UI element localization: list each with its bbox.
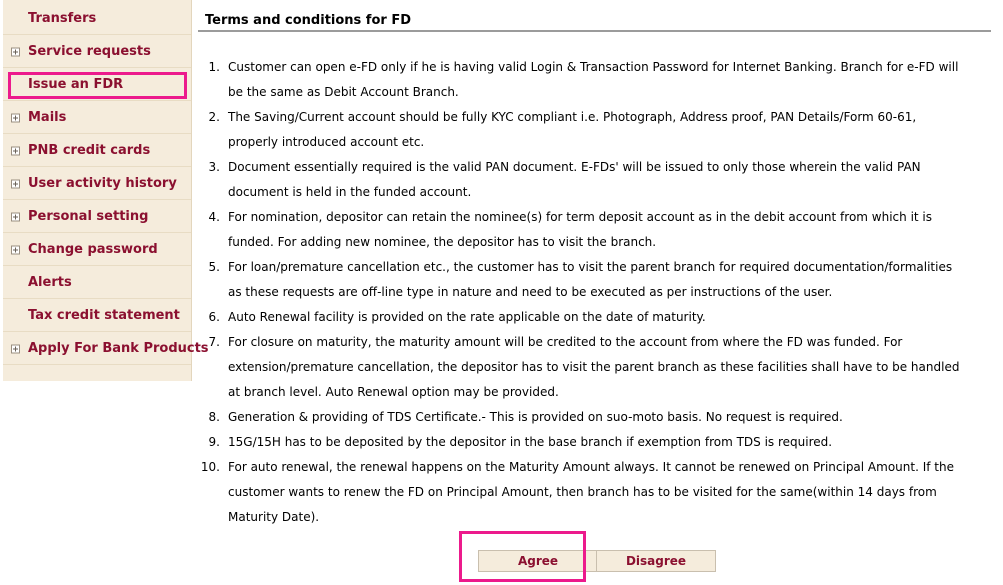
item-number: 3. <box>208 160 220 174</box>
sidebar-item-label: PNB credit cards <box>28 143 151 158</box>
sidebar-item-transfers[interactable] <box>3 3 191 35</box>
sidebar-item-personal-setting[interactable] <box>3 201 191 233</box>
item-text: For nomination, depositor can retain the nominee(s) for term deposit account as in the debit account from which it is funded. For adding new nominee, the depositor has to visit the branch. <box>228 210 933 249</box>
item-text: Generation & providing of TDS Certificate.- This is provided on suo-moto basis. No request is required. <box>228 410 843 424</box>
sidebar-item-label: Service requests <box>28 44 151 59</box>
list-item <box>198 255 968 305</box>
disagree-button[interactable]: Disagree <box>596 550 716 572</box>
list-item <box>198 405 968 430</box>
sidebar-item-mails[interactable] <box>3 102 191 134</box>
sidebar-item-label: Alerts <box>28 275 72 290</box>
item-number: 8. <box>208 410 220 424</box>
sidebar-item-label: Transfers <box>28 11 97 26</box>
sidebar-item-issue-an-fdr[interactable] <box>3 69 191 101</box>
terms-list <box>198 55 968 530</box>
item-text: Customer can open e-FD only if he is having valid Login & Transaction Password for Internet Banking. Branch for e-FD will be the same as Debit Account Branch. <box>228 60 959 99</box>
sidebar-item-label: Personal setting <box>28 209 149 224</box>
item-number: 7. <box>208 335 220 349</box>
sidebar-item-tax-credit-statement[interactable] <box>3 300 191 332</box>
item-number: 5. <box>208 260 220 274</box>
page-title: Terms and conditions for FD <box>205 13 412 28</box>
sidebar-item-label: Apply For Bank Products <box>28 341 209 356</box>
title-divider <box>198 30 991 32</box>
sidebar-item-label: User activity history <box>28 176 177 191</box>
item-number: 9. <box>208 435 220 449</box>
expand-plus-icon[interactable] <box>11 47 20 56</box>
sidebar-item-user-activity-history[interactable] <box>3 168 191 200</box>
item-text: Auto Renewal facility is provided on the rate applicable on the date of maturity. <box>228 310 706 324</box>
item-number: 2. <box>208 110 220 124</box>
list-item <box>198 430 968 455</box>
sidebar-item-change-password[interactable] <box>3 234 191 266</box>
sidebar-item-label: Tax credit statement <box>28 308 180 323</box>
item-number: 1. <box>208 60 220 74</box>
list-item <box>198 455 968 530</box>
item-number: 10. <box>200 460 220 474</box>
sidebar-item-apply-for-bank-products[interactable] <box>3 333 209 365</box>
main-content <box>198 0 993 585</box>
item-number: 6. <box>208 310 220 324</box>
item-text: For loan/premature cancellation etc., the customer has to visit the parent branch for required documentation/formalities as these requests are off-line type in nature and need to be executed as per instructions of the user. <box>228 260 953 299</box>
expand-plus-icon[interactable] <box>11 179 20 188</box>
item-text: The Saving/Current account should be fully KYC compliant i.e. Photograph, Address proof, PAN Details/Form 60-61, properly introduced account etc. <box>228 110 917 149</box>
item-text: Document essentially required is the valid PAN document. E-FDs' will be issued to only those wherein the valid PAN document is held in the funded account. <box>228 160 921 199</box>
sidebar-item-label: Issue an FDR <box>28 77 124 92</box>
item-text: For closure on maturity, the maturity amount will be credited to the account from where the FD was funded. For extension/premature cancellation, the depositor has to visit the parent branch as these facilities shall have to be handled at branch level. Auto Renewal option may be provided. <box>228 335 960 399</box>
agree-button[interactable]: Agree <box>478 550 598 572</box>
item-text: For auto renewal, the renewal happens on the Maturity Amount always. It cannot be renewed on Principal Amount. If the customer wants to renew the FD on Principal Amount, then branch has to be visited for the same(within 14 days from Maturity Date). <box>228 460 954 524</box>
sidebar-item-pnb-credit-cards[interactable] <box>3 135 191 167</box>
expand-plus-icon[interactable] <box>11 245 20 254</box>
expand-plus-icon[interactable] <box>11 344 20 353</box>
sidebar-item-service-requests[interactable] <box>3 36 191 68</box>
sidebar-item-alerts[interactable] <box>3 267 191 299</box>
expand-plus-icon[interactable] <box>11 113 20 122</box>
item-number: 4. <box>208 210 220 224</box>
expand-plus-icon[interactable] <box>11 146 20 155</box>
list-item <box>198 330 968 405</box>
sidebar-item-label: Mails <box>28 110 67 125</box>
list-item <box>198 55 968 105</box>
expand-plus-icon[interactable] <box>11 212 20 221</box>
sidebar-nav <box>3 0 209 381</box>
sidebar-item-label: Change password <box>28 242 158 257</box>
item-text: 15G/15H has to be deposited by the depositor in the base branch if exemption from TDS is required. <box>228 435 833 449</box>
list-item <box>198 105 968 155</box>
list-item <box>198 205 968 255</box>
list-item <box>198 155 968 205</box>
list-item <box>198 305 968 330</box>
